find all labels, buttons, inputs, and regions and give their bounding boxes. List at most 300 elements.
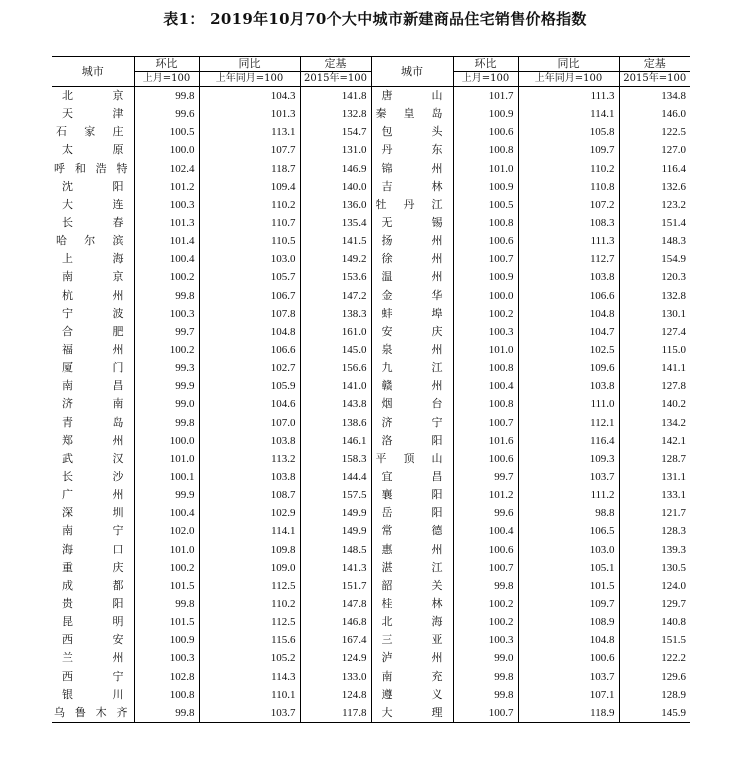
fixed-cell: 141.8 bbox=[300, 87, 371, 106]
yoy-cell: 104.6 bbox=[199, 395, 300, 413]
mom-cell: 102.0 bbox=[134, 522, 199, 540]
fixed-cell: 120.3 bbox=[661, 271, 686, 284]
mom-cell: 100.9 bbox=[453, 105, 518, 123]
mom-cell: 99.7 bbox=[134, 323, 199, 341]
yoy-cell: 109.7 bbox=[518, 595, 619, 613]
yoy-cell: 113.1 bbox=[199, 123, 300, 141]
mom-cell: 100.8 bbox=[453, 141, 518, 159]
yoy-cell: 105.7 bbox=[199, 268, 300, 286]
fixed-cell: 133.0 bbox=[300, 668, 371, 686]
city-cell: 牡丹江 bbox=[371, 196, 453, 214]
mom-cell: 101.0 bbox=[134, 450, 199, 468]
yoy-cell: 110.2 bbox=[199, 196, 300, 214]
fixed-cell: 129.6 bbox=[661, 670, 686, 683]
footer-cutoff bbox=[190, 763, 560, 772]
fixed-cell: 128.9 bbox=[661, 688, 686, 701]
yoy-cell: 100.6 bbox=[518, 649, 619, 667]
yoy-cell: 107.7 bbox=[199, 141, 300, 159]
fixed-cell: 147.2 bbox=[300, 287, 371, 305]
mom-cell: 100.3 bbox=[453, 323, 518, 341]
mom-cell: 100.8 bbox=[134, 686, 199, 704]
table-row bbox=[52, 504, 690, 522]
yoy-cell: 102.5 bbox=[518, 341, 619, 359]
city-cell: 徐州 bbox=[371, 250, 453, 268]
city-cell: 西宁 bbox=[52, 668, 134, 686]
mom-cell: 100.6 bbox=[453, 232, 518, 250]
city-cell: 南宁 bbox=[52, 522, 134, 540]
yoy-cell: 112.7 bbox=[518, 250, 619, 268]
fixed-cell: 130.1 bbox=[661, 307, 686, 320]
yoy-cell: 103.0 bbox=[518, 541, 619, 559]
table-row bbox=[52, 160, 690, 178]
yoy-cell: 118.9 bbox=[518, 704, 619, 723]
table-body bbox=[52, 87, 690, 723]
city-cell: 岳阳 bbox=[371, 504, 453, 522]
fixed-cell: 148.3 bbox=[661, 235, 686, 248]
table-row bbox=[52, 432, 690, 450]
city-cell: 扬州 bbox=[371, 232, 453, 250]
mom-cell: 100.2 bbox=[134, 268, 199, 286]
yoy-cell: 109.4 bbox=[199, 178, 300, 196]
city-cell: 常德 bbox=[371, 522, 453, 540]
mom-cell: 101.0 bbox=[134, 541, 199, 559]
table-row bbox=[52, 541, 690, 559]
yoy-cell: 109.8 bbox=[199, 541, 300, 559]
fixed-cell: 116.4 bbox=[661, 162, 686, 175]
yoy-cell: 114.3 bbox=[199, 668, 300, 686]
yoy-cell: 103.8 bbox=[199, 468, 300, 486]
table-row bbox=[52, 668, 690, 686]
fixed-cell: 115.0 bbox=[661, 344, 686, 357]
yoy-cell: 118.7 bbox=[199, 160, 300, 178]
yoy-cell: 114.1 bbox=[518, 105, 619, 123]
city-cell: 南京 bbox=[52, 268, 134, 286]
fixed-cell: 136.0 bbox=[300, 196, 371, 214]
yoy-header-right: 同比 bbox=[518, 57, 619, 72]
fixed-cell: 121.7 bbox=[661, 507, 686, 520]
mom-cell: 100.4 bbox=[453, 522, 518, 540]
fixed-cell: 151.4 bbox=[661, 217, 686, 230]
table-row bbox=[52, 468, 690, 486]
fixed-cell: 139.3 bbox=[661, 543, 686, 556]
yoy-cell: 109.7 bbox=[518, 141, 619, 159]
yoy-cell: 113.2 bbox=[199, 450, 300, 468]
fixed-cell: 138.6 bbox=[300, 414, 371, 432]
fixed-cell: 157.5 bbox=[300, 486, 371, 504]
fixed-cell: 129.7 bbox=[661, 598, 686, 610]
yoy-cell: 111.3 bbox=[518, 232, 619, 250]
city-cell: 太原 bbox=[52, 141, 134, 159]
price-index-table bbox=[52, 56, 690, 723]
mom-cell: 101.0 bbox=[453, 160, 518, 178]
fixed-cell: 142.1 bbox=[661, 434, 686, 447]
yoy-cell: 112.5 bbox=[199, 577, 300, 595]
mom-cell: 100.2 bbox=[453, 305, 518, 323]
yoy-cell: 115.6 bbox=[199, 631, 300, 649]
city-cell: 石家庄 bbox=[52, 123, 134, 141]
mom-header-left: 环比 bbox=[134, 57, 199, 72]
fixed-cell: 127.0 bbox=[661, 144, 686, 157]
fixed-cell: 153.6 bbox=[300, 268, 371, 286]
table-row bbox=[52, 359, 690, 377]
yoy-cell: 109.6 bbox=[518, 359, 619, 377]
table-row bbox=[52, 395, 690, 413]
mom-cell: 99.9 bbox=[134, 377, 199, 395]
mom-cell: 102.4 bbox=[134, 160, 199, 178]
mom-cell: 100.6 bbox=[453, 450, 518, 468]
fixed-cell: 149.2 bbox=[300, 250, 371, 268]
city-cell: 哈尔滨 bbox=[52, 232, 134, 250]
table-row bbox=[52, 686, 690, 704]
city-cell: 宜昌 bbox=[371, 468, 453, 486]
yoy-cell: 102.9 bbox=[199, 504, 300, 522]
mom-cell: 100.4 bbox=[134, 504, 199, 522]
city-cell: 西安 bbox=[52, 631, 134, 649]
mom-cell: 101.6 bbox=[453, 432, 518, 450]
fixed-cell: 146.0 bbox=[661, 108, 686, 121]
yoy-cell: 105.2 bbox=[199, 649, 300, 667]
city-cell: 郑州 bbox=[52, 432, 134, 450]
table-row bbox=[52, 577, 690, 595]
fixed-cell: 128.3 bbox=[661, 525, 686, 538]
yoy-cell: 108.7 bbox=[199, 486, 300, 504]
yoy-cell: 108.9 bbox=[518, 613, 619, 631]
table-row bbox=[52, 214, 690, 232]
yoy-cell: 112.5 bbox=[199, 613, 300, 631]
city-cell: 平顶山 bbox=[371, 450, 453, 468]
yoy-cell: 114.1 bbox=[199, 522, 300, 540]
fixed-cell: 156.6 bbox=[300, 359, 371, 377]
fixed-cell: 141.0 bbox=[300, 377, 371, 395]
table-row bbox=[52, 450, 690, 468]
yoy-cell: 104.8 bbox=[199, 323, 300, 341]
mom-cell: 100.4 bbox=[453, 377, 518, 395]
city-cell: 宁波 bbox=[52, 305, 134, 323]
mom-cell: 99.0 bbox=[453, 649, 518, 667]
fixed-cell: 124.8 bbox=[300, 686, 371, 704]
city-cell: 杭州 bbox=[52, 287, 134, 305]
mom-cell: 100.3 bbox=[134, 649, 199, 667]
city-cell: 昆明 bbox=[52, 613, 134, 631]
city-cell: 沈阳 bbox=[52, 178, 134, 196]
city-cell: 包头 bbox=[371, 123, 453, 141]
mom-cell: 102.8 bbox=[134, 668, 199, 686]
city-cell: 赣州 bbox=[371, 377, 453, 395]
city-cell: 贵阳 bbox=[52, 595, 134, 613]
yoy-cell: 110.5 bbox=[199, 232, 300, 250]
mom-cell: 100.7 bbox=[453, 559, 518, 577]
fixed-cell: 143.8 bbox=[300, 395, 371, 413]
fixed-cell: 128.7 bbox=[661, 452, 686, 465]
mom-cell: 101.2 bbox=[453, 486, 518, 504]
yoy-cell: 106.7 bbox=[199, 287, 300, 305]
mom-cell: 100.7 bbox=[453, 704, 518, 723]
fixed-cell: 133.1 bbox=[661, 489, 686, 502]
yoy-cell: 111.0 bbox=[518, 395, 619, 413]
mom-cell: 100.9 bbox=[453, 268, 518, 286]
mom-cell: 100.4 bbox=[134, 250, 199, 268]
fixed-cell: 147.8 bbox=[300, 595, 371, 613]
city-cell: 桂林 bbox=[371, 595, 453, 613]
mom-cell: 100.9 bbox=[134, 631, 199, 649]
fixed-cell: 145.0 bbox=[300, 341, 371, 359]
yoy-cell: 110.2 bbox=[518, 160, 619, 178]
city-cell: 惠州 bbox=[371, 541, 453, 559]
mom-cell: 101.0 bbox=[453, 341, 518, 359]
mom-cell: 99.3 bbox=[134, 359, 199, 377]
fixed-cell: 123.2 bbox=[661, 198, 686, 211]
yoy-cell: 111.3 bbox=[518, 87, 619, 106]
fixed-cell: 149.9 bbox=[300, 522, 371, 540]
mom-cell: 99.9 bbox=[134, 486, 199, 504]
fixed-cell: 127.4 bbox=[661, 325, 686, 338]
table-row bbox=[52, 287, 690, 305]
city-cell: 济南 bbox=[52, 395, 134, 413]
fixed-base-right: 2015年=100 bbox=[619, 72, 690, 87]
table-row bbox=[52, 377, 690, 395]
fixed-cell: 161.0 bbox=[300, 323, 371, 341]
city-cell: 泸州 bbox=[371, 649, 453, 667]
fixed-cell: 131.1 bbox=[661, 471, 686, 484]
fixed-cell: 167.4 bbox=[300, 631, 371, 649]
city-cell: 大连 bbox=[52, 196, 134, 214]
mom-cell: 100.0 bbox=[134, 141, 199, 159]
city-cell: 金华 bbox=[371, 287, 453, 305]
mom-cell: 100.3 bbox=[453, 631, 518, 649]
mom-cell: 100.2 bbox=[453, 613, 518, 631]
table-row bbox=[52, 196, 690, 214]
fixed-base-left: 2015年=100 bbox=[300, 72, 371, 87]
yoy-cell: 106.5 bbox=[518, 522, 619, 540]
fixed-cell: 134.8 bbox=[661, 90, 686, 103]
table-row bbox=[52, 649, 690, 667]
city-cell: 上海 bbox=[52, 250, 134, 268]
yoy-cell: 103.7 bbox=[518, 668, 619, 686]
yoy-cell: 106.6 bbox=[199, 341, 300, 359]
mom-cell: 100.1 bbox=[134, 468, 199, 486]
mom-cell: 100.8 bbox=[453, 214, 518, 232]
mom-cell: 100.3 bbox=[134, 196, 199, 214]
fixed-cell: 149.9 bbox=[300, 504, 371, 522]
yoy-cell: 106.6 bbox=[518, 287, 619, 305]
city-cell: 南充 bbox=[371, 668, 453, 686]
city-cell: 武汉 bbox=[52, 450, 134, 468]
yoy-cell: 110.2 bbox=[199, 595, 300, 613]
yoy-cell: 103.7 bbox=[199, 704, 300, 723]
city-cell: 温州 bbox=[371, 268, 453, 286]
fixed-cell: 146.8 bbox=[300, 613, 371, 631]
mom-cell: 101.2 bbox=[134, 178, 199, 196]
city-cell: 长沙 bbox=[52, 468, 134, 486]
mom-cell: 100.7 bbox=[453, 414, 518, 432]
fixed-cell: 135.4 bbox=[300, 214, 371, 232]
fixed-cell: 134.2 bbox=[661, 416, 686, 429]
table-row bbox=[52, 250, 690, 268]
table-row bbox=[52, 268, 690, 286]
city-cell: 襄阳 bbox=[371, 486, 453, 504]
city-cell: 青岛 bbox=[52, 414, 134, 432]
fixed-header-right: 定基 bbox=[619, 57, 690, 72]
mom-cell: 100.8 bbox=[453, 359, 518, 377]
mom-header-right: 环比 bbox=[453, 57, 518, 72]
mom-cell: 100.0 bbox=[134, 432, 199, 450]
mom-cell: 99.0 bbox=[134, 395, 199, 413]
fixed-cell: 148.5 bbox=[300, 541, 371, 559]
yoy-cell: 103.8 bbox=[518, 377, 619, 395]
city-cell: 乌鲁木齐 bbox=[52, 704, 134, 723]
table-row bbox=[52, 486, 690, 504]
mom-cell: 100.9 bbox=[453, 178, 518, 196]
table-row bbox=[52, 123, 690, 141]
table-row bbox=[52, 87, 690, 106]
fixed-cell: 132.6 bbox=[661, 180, 686, 193]
city-cell: 南昌 bbox=[52, 377, 134, 395]
yoy-cell: 104.8 bbox=[518, 305, 619, 323]
mom-cell: 100.0 bbox=[453, 287, 518, 305]
yoy-cell: 103.8 bbox=[199, 432, 300, 450]
fixed-cell: 158.3 bbox=[300, 450, 371, 468]
mom-cell: 100.5 bbox=[453, 196, 518, 214]
mom-cell: 100.3 bbox=[134, 305, 199, 323]
city-cell: 厦门 bbox=[52, 359, 134, 377]
mom-cell: 100.5 bbox=[134, 123, 199, 141]
yoy-base-left: 上年同月=100 bbox=[199, 72, 300, 87]
city-cell: 三亚 bbox=[371, 631, 453, 649]
fixed-cell: 146.1 bbox=[300, 432, 371, 450]
city-cell: 北京 bbox=[52, 87, 134, 106]
yoy-cell: 107.2 bbox=[518, 196, 619, 214]
table-row bbox=[52, 323, 690, 341]
fixed-cell: 154.9 bbox=[661, 253, 686, 266]
fixed-cell: 146.9 bbox=[300, 160, 371, 178]
mom-cell: 101.3 bbox=[134, 214, 199, 232]
city-cell: 烟台 bbox=[371, 395, 453, 413]
city-cell: 无锡 bbox=[371, 214, 453, 232]
mom-cell: 100.2 bbox=[134, 559, 199, 577]
city-cell: 成都 bbox=[52, 577, 134, 595]
mom-cell: 99.6 bbox=[453, 504, 518, 522]
table-row bbox=[52, 232, 690, 250]
fixed-cell: 122.2 bbox=[661, 652, 686, 665]
mom-base-right: 上月=100 bbox=[453, 72, 518, 87]
fixed-header-left: 定基 bbox=[300, 57, 371, 72]
mom-cell: 100.8 bbox=[453, 395, 518, 413]
yoy-cell: 98.8 bbox=[518, 504, 619, 522]
fixed-cell: 141.3 bbox=[300, 559, 371, 577]
yoy-header-left: 同比 bbox=[199, 57, 300, 72]
yoy-cell: 105.8 bbox=[518, 123, 619, 141]
city-cell: 海口 bbox=[52, 541, 134, 559]
fixed-cell: 132.8 bbox=[661, 289, 686, 302]
mom-cell: 101.4 bbox=[134, 232, 199, 250]
yoy-cell: 103.0 bbox=[199, 250, 300, 268]
yoy-cell: 111.2 bbox=[518, 486, 619, 504]
city-cell: 北海 bbox=[371, 613, 453, 631]
city-cell: 广州 bbox=[52, 486, 134, 504]
city-cell: 济宁 bbox=[371, 414, 453, 432]
mom-cell: 100.6 bbox=[453, 123, 518, 141]
city-cell: 锦州 bbox=[371, 160, 453, 178]
city-cell: 吉林 bbox=[371, 178, 453, 196]
fixed-cell: 140.2 bbox=[661, 398, 686, 411]
mom-cell: 99.8 bbox=[134, 414, 199, 432]
city-cell: 长春 bbox=[52, 214, 134, 232]
yoy-cell: 107.0 bbox=[199, 414, 300, 432]
mom-cell: 101.5 bbox=[134, 613, 199, 631]
fixed-cell: 127.8 bbox=[661, 380, 686, 393]
yoy-cell: 104.3 bbox=[199, 87, 300, 106]
fixed-cell: 154.7 bbox=[300, 123, 371, 141]
fixed-cell: 131.0 bbox=[300, 141, 371, 159]
mom-cell: 99.8 bbox=[453, 668, 518, 686]
yoy-cell: 102.7 bbox=[199, 359, 300, 377]
city-cell: 深圳 bbox=[52, 504, 134, 522]
fixed-cell: 122.5 bbox=[661, 126, 686, 139]
mom-cell: 101.7 bbox=[453, 87, 518, 106]
yoy-base-right: 上年同月=100 bbox=[518, 72, 619, 87]
table-row bbox=[52, 704, 690, 723]
yoy-cell: 105.1 bbox=[518, 559, 619, 577]
yoy-cell: 109.0 bbox=[199, 559, 300, 577]
city-cell: 洛阳 bbox=[371, 432, 453, 450]
table-row bbox=[52, 105, 690, 123]
city-cell: 唐山 bbox=[371, 87, 453, 106]
table-row bbox=[52, 414, 690, 432]
mom-cell: 100.2 bbox=[453, 595, 518, 613]
fixed-cell: 145.9 bbox=[619, 704, 690, 723]
city-cell: 遵义 bbox=[371, 686, 453, 704]
mom-cell: 100.7 bbox=[453, 250, 518, 268]
table-row bbox=[52, 522, 690, 540]
table-row bbox=[52, 613, 690, 631]
mom-cell: 99.8 bbox=[134, 704, 199, 723]
fixed-cell: 117.8 bbox=[300, 704, 371, 723]
fixed-cell: 132.8 bbox=[300, 105, 371, 123]
mom-cell: 99.6 bbox=[134, 105, 199, 123]
yoy-cell: 109.3 bbox=[518, 450, 619, 468]
yoy-cell: 101.3 bbox=[199, 105, 300, 123]
mom-cell: 99.8 bbox=[134, 87, 199, 106]
city-cell: 蚌埠 bbox=[371, 305, 453, 323]
mom-cell: 99.8 bbox=[134, 287, 199, 305]
fixed-cell: 140.0 bbox=[300, 178, 371, 196]
fixed-cell: 140.8 bbox=[661, 616, 686, 629]
city-cell: 银川 bbox=[52, 686, 134, 704]
yoy-cell: 110.8 bbox=[518, 178, 619, 196]
table-row bbox=[52, 341, 690, 359]
fixed-cell: 124.0 bbox=[661, 579, 686, 592]
yoy-cell: 116.4 bbox=[518, 432, 619, 450]
city-cell: 泉州 bbox=[371, 341, 453, 359]
mom-cell: 99.8 bbox=[453, 577, 518, 595]
yoy-cell: 103.7 bbox=[518, 468, 619, 486]
table-row bbox=[52, 178, 690, 196]
table-row bbox=[52, 559, 690, 577]
city-cell: 九江 bbox=[371, 359, 453, 377]
city-header-left: 城市 bbox=[52, 57, 134, 87]
city-cell: 兰州 bbox=[52, 649, 134, 667]
city-cell: 韶关 bbox=[371, 577, 453, 595]
mom-base-left: 上月=100 bbox=[134, 72, 199, 87]
yoy-cell: 110.1 bbox=[199, 686, 300, 704]
city-cell: 呼和浩特 bbox=[52, 160, 134, 178]
page-title: 表1： 2019年10月70个大中城市新建商品住宅销售价格指数 bbox=[163, 10, 587, 28]
yoy-cell: 110.7 bbox=[199, 214, 300, 232]
table-row bbox=[52, 631, 690, 649]
yoy-cell: 101.5 bbox=[518, 577, 619, 595]
mom-cell: 101.5 bbox=[134, 577, 199, 595]
fixed-cell: 141.1 bbox=[661, 362, 686, 375]
